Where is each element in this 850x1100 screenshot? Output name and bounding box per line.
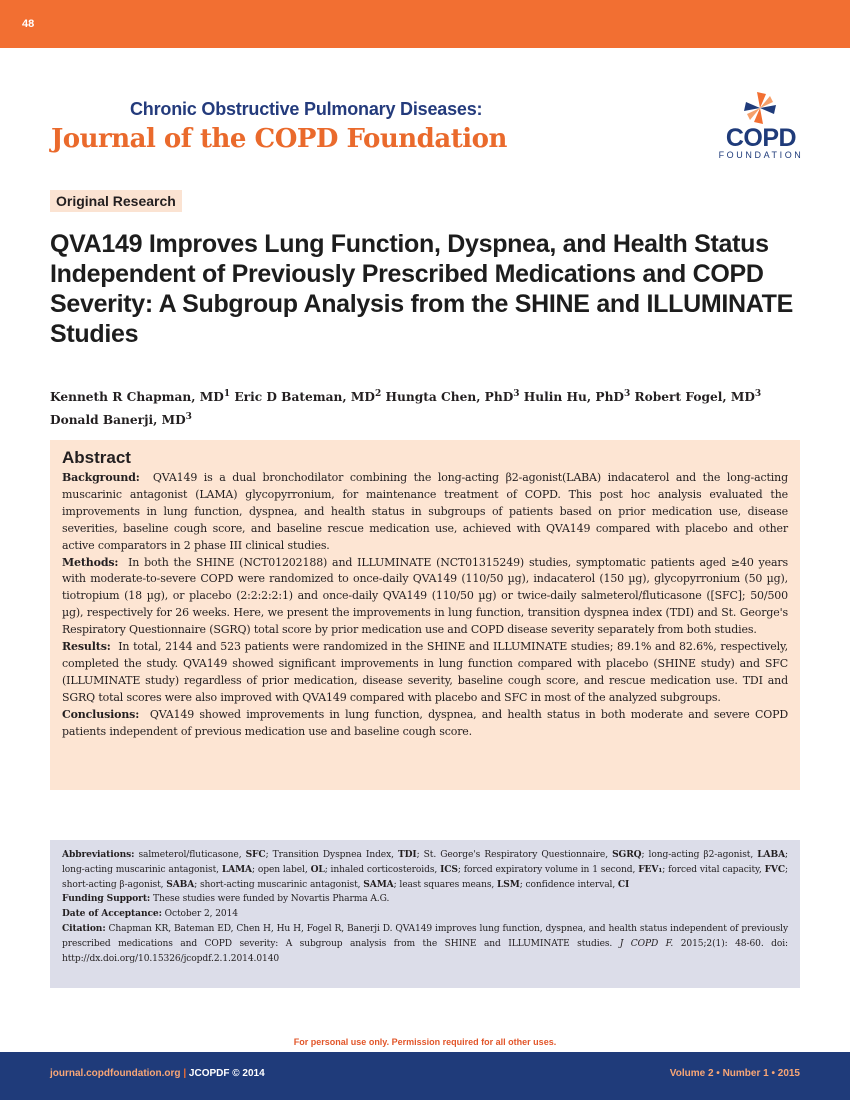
abbreviation-definition: ; least squares means, [393, 879, 497, 890]
abbreviation-term: LSM [497, 878, 520, 890]
author: Hulin Hu, PhD$^3$ [523, 389, 631, 405]
usage-notice: For personal use only. Permission required for all other uses. [293, 1037, 557, 1047]
acceptance-date: Date of Acceptance: October 2, 2014 [62, 908, 238, 920]
abstract-results: Results: In total, 2144 and 523 patients were randomized in the SHINE and ILLUMINATE studies; 89.1% and 82.6%, respectively, completed the study. QVA149 showed significant improvements in lung function compared with placebo (SHINE study) and SFC (ILLUMINATE study) regardless of prior medication, disease severity, baseline cough score, and rescue medication use. TDI and SGRQ total scores were also improved with QVA149 compared with placebo and SFC in most of the analyzed subgroups. [62, 640, 788, 704]
abbreviation-definition: ; inhaled corticosteroids, [324, 864, 441, 875]
logo-subtitle: FOUNDATION [718, 150, 804, 160]
author: Donald Banerji, $MD^3$ [50, 412, 192, 428]
abbreviation-term: SAMA [363, 878, 394, 890]
abbreviation-definition: ; forced expiratory volume in 1 second, [457, 864, 639, 875]
author-list [50, 384, 810, 430]
author: Robert Fogel, $MD^3$ [634, 389, 762, 405]
abstract-heading: Abstract [62, 448, 131, 467]
journal-super-title: Chronic Obstructive Pulmonary Diseases: [130, 99, 483, 119]
abbreviation-term: SFC [245, 849, 266, 860]
page-number: 48 [22, 18, 35, 30]
footer-left: journal.copdfoundation.org | JCOPDF © 2014 [50, 1068, 265, 1079]
article-title: QVA149 Improves Lung Function, Dyspnea, and Health Status Independent of Previously Prescribed Medications and COPD Severity: A Subgroup Analysis from the SHINE and ILLUMINATE Studies [50, 230, 794, 348]
article-metadata-box [50, 840, 800, 988]
abbreviation-definition: salmeterol/fluticasone, [138, 850, 246, 860]
top-banner [0, 0, 850, 48]
funding-support: Funding Support: These studies were funded by Novartis Pharma A.G. [62, 893, 390, 905]
author: Kenneth R Chapman, $MD^1$ [50, 389, 231, 405]
abbreviation-definition: ; confidence interval, [519, 879, 618, 890]
abbreviation-term: LAMA [221, 863, 252, 875]
abbreviation-term: CI [617, 878, 630, 890]
abstract-conclusions: Conclusions: QVA149 showed improvements in lung function, dyspnea, and health status in both moderate and severe COPD patients independent of previous medication use and baseline cough score. [62, 707, 789, 738]
abbreviation-definition: ; open label, [252, 864, 311, 875]
abbreviation-term: FVC [764, 863, 786, 875]
author: Hungta Chen, PhD$^3$ [385, 389, 520, 405]
abbreviation-term: ICS [440, 863, 458, 875]
abbreviation-definition: ; forced vital capacity, [662, 864, 765, 875]
abbreviation-term: OL [310, 863, 325, 875]
abbreviation-term: SABA [166, 878, 195, 890]
abbreviations: Abbreviations: salmeterol/fluticasone, SFC; Transition Dyspnea Index, TDI; St. George's Respiratory Questionnaire, SGRQ; long-acting β2-agonist, LABA; long-acting muscarinic antagonist, LAMA; open label, OL; inhaled corticosteroids, ICS; forced expiratory volume in 1 second, FEV₁; forced vital capacity, FVC; short-acting β-agonist, SABA; short-acting muscarinic antagonist, SAMA; least squares means, LSM; confidence interval, CI [62, 849, 788, 890]
abbreviation-definition: ; Transition Dyspnea Index, [265, 850, 398, 860]
abbreviation-definition: ; long-acting muscarinic antagonist, [62, 850, 788, 875]
abstract-box [50, 440, 800, 790]
logo-wordmark: COPD [725, 124, 797, 152]
abstract-background: Background: QVA149 is a dual bronchodilator combining the long-acting β2-agonist(LABA) indacaterol and the long-acting muscarinic antagonist (LAMA) glycopyrronium, for maintenance treatment of COPD. This post hoc analysis evaluated the improvements in lung function, dyspnea, and health status in subgroups of patients based on prior medication use, disease severities, baseline cough score, and baseline rescue medication use, achieved with QVA149 compared with placebo and other active comparators in 2 phase III clinical studies. [62, 471, 788, 552]
author: Eric D Bateman, $MD^2$ [234, 389, 382, 405]
volume-info: Volume 2 • Number 1 • 2015 [669, 1068, 800, 1079]
journal-title: Journal of the COPD Foundation [51, 124, 507, 154]
citation: Citation: Chapman KR, Bateman ED, Chen H, Hu H, Fogel R, Banerji D. QVA149 improves lung function, dyspnea, and health status independent of previously prescribed medications and COPD severity: A subgroup analysis from the SHINE and ILLUMINATE studies. J COPD F. 2015;2(1): 48-60. doi: http://dx.doi.org/10.15326/jcopdf.2.1.2014.0140 [62, 922, 789, 964]
journal-site-link[interactable]: journal.copdfoundation.org [50, 1068, 181, 1079]
abbreviation-term: FEV₁ [638, 863, 663, 875]
abbreviation-definition: ; long-acting β2-agonist, [641, 850, 758, 860]
abbreviation-term: LABA [757, 849, 786, 860]
abbreviation-term: SGRQ [612, 849, 642, 860]
article-type-badge: Original Research [50, 190, 182, 212]
abbreviation-definition: ; short-acting muscarinic antagonist, [194, 879, 364, 890]
abbreviation-definition: ; short-acting β-agonist, [62, 864, 788, 890]
abstract-methods: Methods: In both the SHINE (NCT01202188) and ILLUMINATE (NCT01315249) studies, symptomatic patients aged ≥40 years with moderate-to-severe COPD were randomized to once-daily QVA149 (110/50 µg), indacaterol (150 µg), glycopyrronium (50 µg), tiotropium (18 µg), or placebo (2:2:2:2:1) and once-daily QVA149 (110/50 µg) or twice-daily salmeterol/fluticasone ([SFC]; 50/500 µg), respectively for 26 weeks. Here, we present the improvements in lung function, transition dyspnea index (TDI) and St. George's Respiratory Questionnaire (SGRQ) total score by prior medication use and COPD disease severity separately from both studies. [62, 555, 788, 637]
copyright: JCOPDF © 2014 [188, 1068, 265, 1079]
abbreviation-term: TDI [397, 849, 417, 860]
abbreviation-definition: ; St. George's Respiratory Questionnaire, [416, 850, 613, 860]
